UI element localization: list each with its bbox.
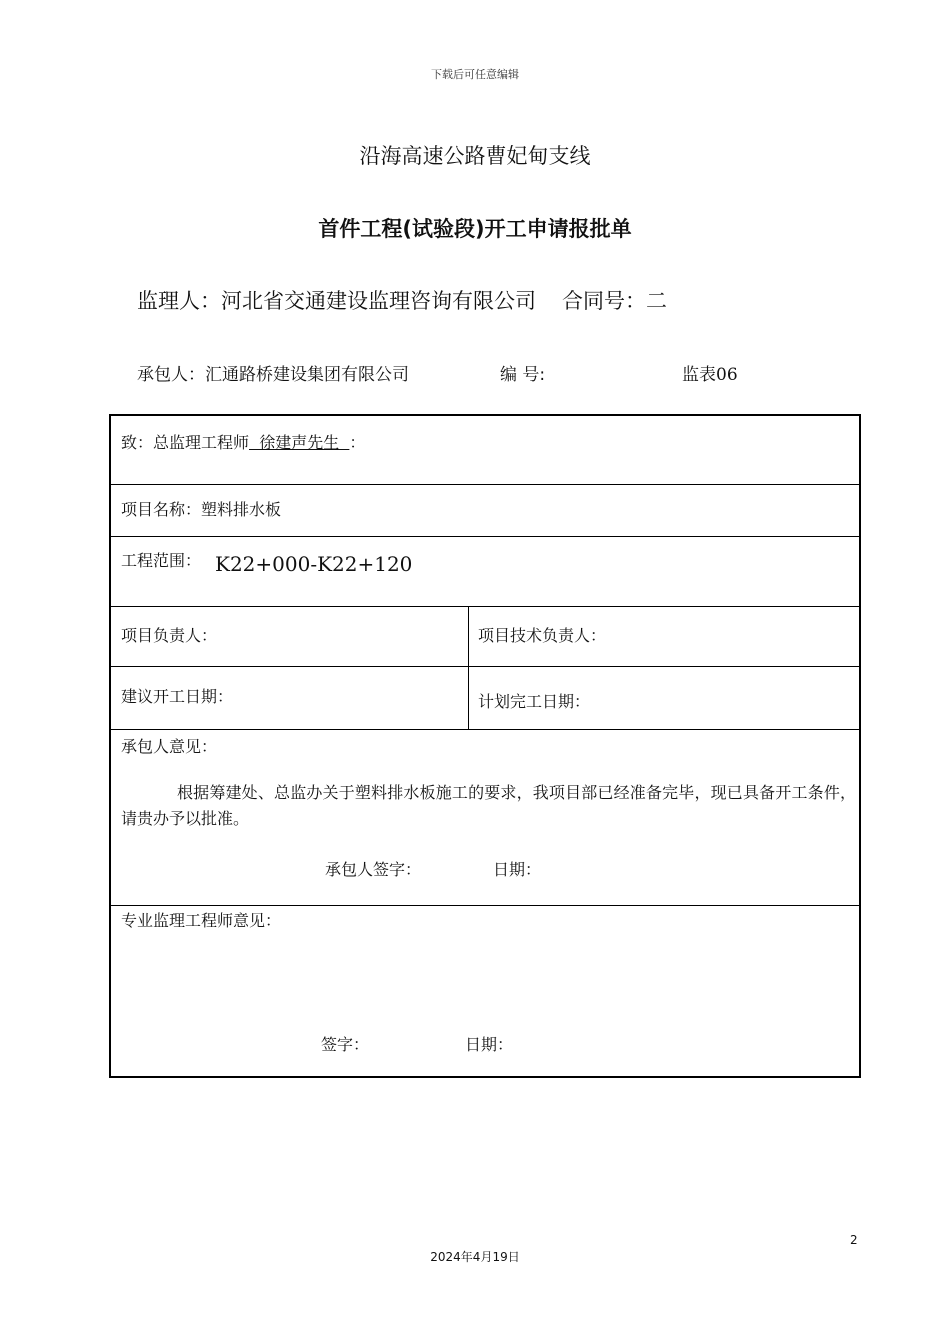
supervisor-value: 河北省交通建设监理咨询有限公司 (221, 289, 536, 313)
contractor-label: 承包人： (137, 365, 205, 385)
contractor-date-label: 日期： (493, 860, 542, 879)
supervisor-label: 监理人： (137, 289, 221, 313)
contractor-value: 汇通路桥建设集团有限公司 (205, 365, 409, 385)
range-value: K22+000-K22+120 (215, 552, 413, 576)
footer-date: 2024年4月19日 (430, 1250, 520, 1264)
engineer-sign-label: 签字： (321, 1035, 370, 1054)
end-date-label: 计划完工日期： (478, 692, 591, 711)
contract-label: 合同号： (562, 289, 646, 313)
project-name-value: 塑料排水板 (201, 500, 282, 519)
page-number: 2 (850, 1233, 858, 1247)
contract-value: 二 (646, 289, 667, 313)
header-note: 下载后可任意编辑 (431, 68, 519, 81)
addressee-name: 徐建声先生 (249, 433, 350, 452)
number-label: 编 号: (500, 365, 546, 385)
range-label: 工程范围： (121, 551, 202, 570)
row-divider (111, 536, 859, 537)
project-name-row (121, 497, 281, 520)
addressee-row (121, 430, 365, 453)
contractor-sign-label: 承包人签字： (325, 860, 422, 879)
contractor-opinion-text: 根据筹建处、总监办关于塑料排水板施工的要求，我项目部已经准备完毕，现已具备开工条件，请贵办予以批准。 (121, 783, 856, 828)
row-divider (111, 729, 859, 730)
start-date-label: 建议开工日期： (121, 687, 234, 706)
tech-lead-label: 项目技术负责人： (478, 626, 607, 645)
column-divider (468, 606, 469, 729)
engineer-date-label: 日期： (465, 1035, 514, 1054)
project-title: 沿海高速公路曹妃甸支线 (359, 144, 591, 168)
number-value: 监表06 (682, 365, 738, 385)
row-divider (111, 905, 859, 906)
supervisor-line (137, 285, 667, 315)
contractor-line (137, 360, 409, 385)
row-divider (111, 484, 859, 485)
row-divider (111, 606, 859, 607)
project-name-label: 项目名称： (121, 500, 202, 519)
application-form (109, 414, 861, 1078)
addressee-suffix: ： (349, 433, 366, 452)
contractor-opinion-label: 承包人意见： (121, 737, 218, 756)
form-title: 首件工程(试验段)开工申请报批单 (318, 217, 632, 241)
project-lead-label: 项目负责人： (121, 626, 218, 645)
row-divider (111, 666, 859, 667)
engineer-opinion-label: 专业监理工程师意见： (121, 911, 282, 930)
addressee-prefix: 致：总监理工程师 (121, 433, 250, 452)
